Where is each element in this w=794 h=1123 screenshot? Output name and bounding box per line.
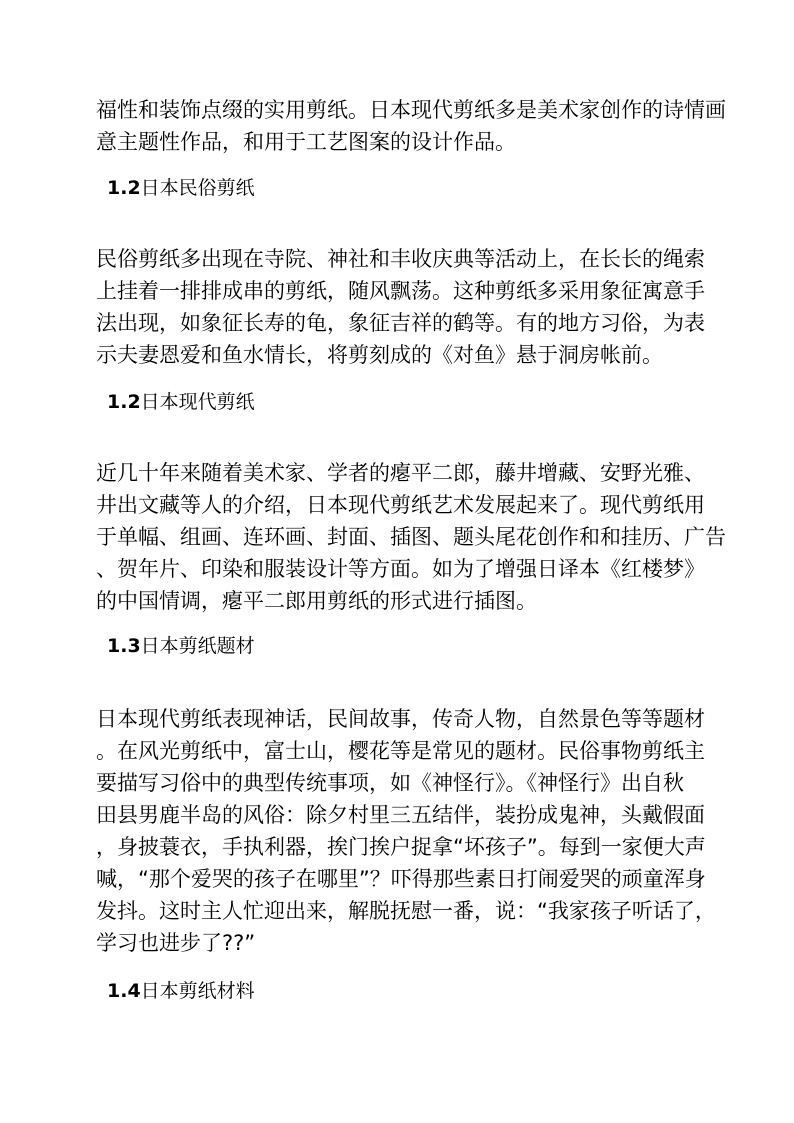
text-line: 日本现代剪纸表现神话，民间故事，传奇人物，自然景色等等题材 (96, 707, 705, 731)
section-number: 1.2 (107, 177, 141, 199)
text-line: 上挂着一排排成串的剪纸，随风飘荡。这种剪纸多采用象征寓意手 (96, 279, 705, 303)
text-line: 近几十年来随着美术家、学者的瘪平二郎，藤井增藏、安野光雅、 (96, 461, 705, 485)
text-line: 发抖。这时主人忙迎出来，解脱抚慰一番，说：“我家孩子听话了， (96, 899, 716, 923)
text-line: 意主题性作品，和用于工艺图案的设计作品。 (96, 130, 516, 154)
section-heading-folk-papercut (107, 174, 255, 202)
section-number: 1.3 (107, 635, 141, 657)
text-line: 法出现，如象征长寿的龟，象征吉祥的鹤等。有的地方习俗，为表 (96, 311, 705, 335)
section-number: 1.2 (107, 391, 141, 413)
text-line: 田县男鹿半岛的风俗：除夕村里三五结伴，装扮成鬼神，头戴假面 (96, 803, 705, 827)
text-line: 的中国情调，瘪平二郎用剪纸的形式进行插图。 (96, 589, 537, 613)
text-line: 学习也进步了??” (96, 931, 256, 955)
text-line: 示夫妻恩爱和鱼水情长，将剪刻成的《对鱼》悬于洞房帐前。 (96, 343, 663, 367)
paragraph-intro (96, 94, 726, 158)
text-line: 要描写习俗中的典型传统事项，如《神怪行》。《神怪行》出自秋 (96, 771, 684, 795)
text-line: 井出文藏等人的介绍，日本现代剪纸艺术发展起来了。现代剪纸用 (96, 493, 705, 517)
section-number: 1.4 (107, 980, 141, 1002)
section-heading-papercut-materials (107, 977, 255, 1005)
paragraph-folk-papercut (96, 243, 706, 371)
text-line: 于单幅、组画、连环画、封面、插图、题头尾花创作和和挂历、广告 (96, 525, 726, 549)
text-line: 福性和装饰点缀的实用剪纸。日本现代剪纸多是美术家创作的诗情画 (96, 98, 726, 122)
section-title: 日本民俗剪纸 (140, 177, 255, 199)
section-title: 日本剪纸题材 (140, 635, 255, 657)
section-title: 日本剪纸材料 (140, 980, 255, 1002)
text-line: 民俗剪纸多出现在寺院、神社和丰收庆典等活动上，在长长的绳索 (96, 247, 705, 271)
text-line: ，身披蓑衣，手执利器，挨门挨户捉拿“坏孩子”。每到一家便大声 (96, 835, 706, 859)
text-line: 喊，“那个爱哭的孩子在哪里”？吓得那些素日打闹爱哭的顽童浑身 (96, 867, 706, 891)
paragraph-papercut-subjects (96, 703, 716, 959)
section-heading-modern-papercut (107, 388, 255, 416)
paragraph-modern-papercut (96, 457, 726, 617)
text-line: 、贺年片、印染和服装设计等方面。如为了增强日译本《红楼梦》 (96, 557, 705, 581)
text-line: 。在风光剪纸中，富士山，樱花等是常见的题材。民俗事物剪纸主 (96, 739, 705, 763)
section-title: 日本现代剪纸 (140, 391, 255, 413)
section-heading-papercut-subjects (107, 632, 255, 660)
